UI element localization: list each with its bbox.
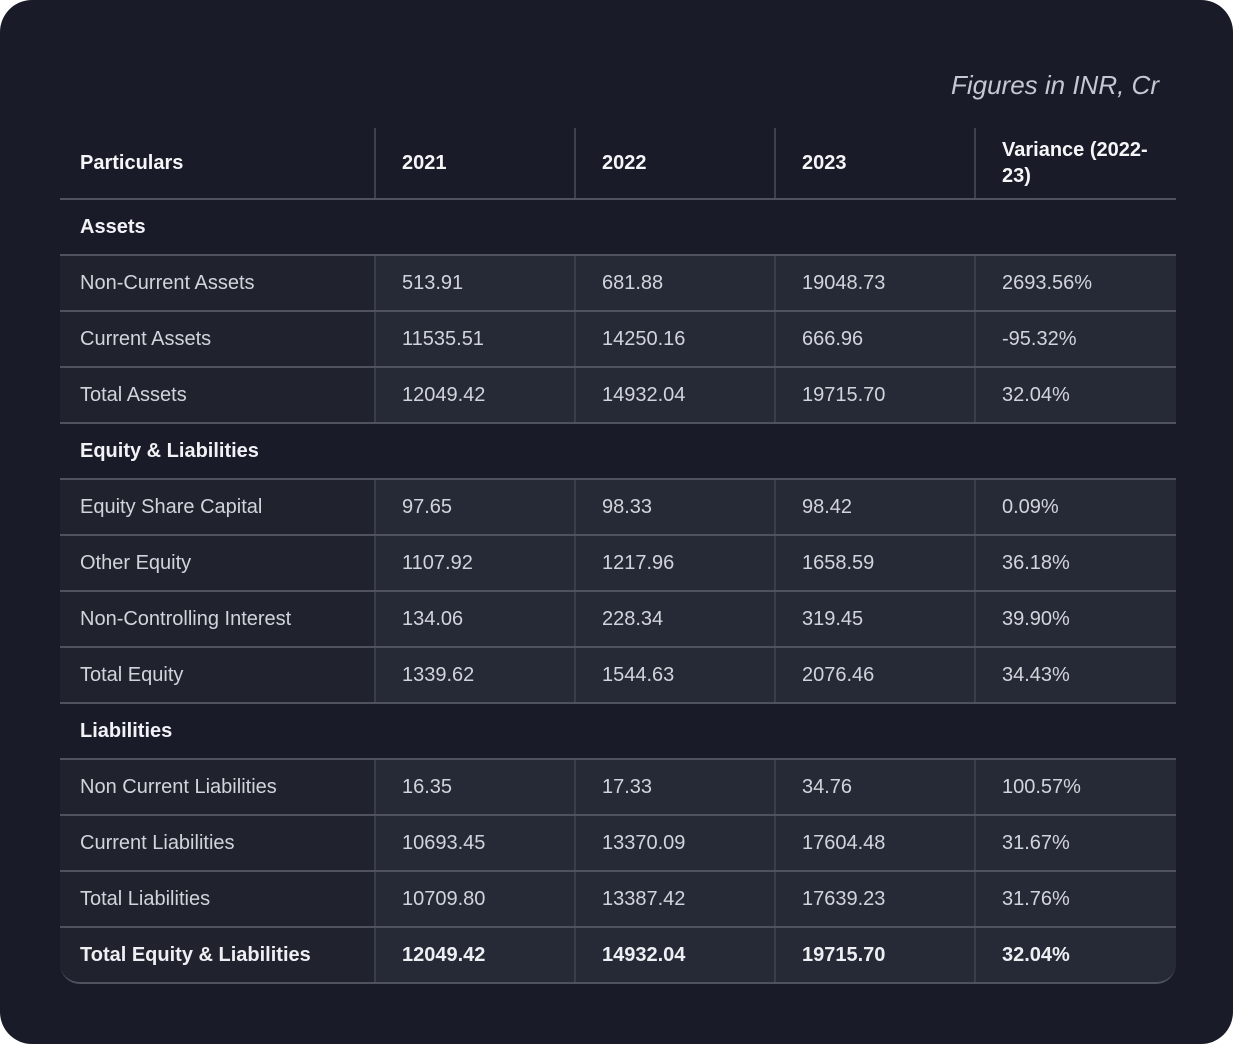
column-header: 2021 [374, 128, 574, 198]
section-header-row: Liabilities [60, 702, 1176, 758]
value-cell: -95.32% [974, 312, 1176, 366]
value-cell: 2693.56% [974, 256, 1176, 310]
row-label-cell: Total Liabilities [60, 872, 374, 926]
table-row [60, 534, 1176, 590]
value-cell: 14932.04 [574, 928, 774, 982]
table-row [60, 814, 1176, 870]
table-body [60, 198, 1176, 982]
value-cell: 34.43% [974, 648, 1176, 702]
column-header: Particulars [80, 152, 184, 174]
financial-table [60, 128, 1176, 984]
row-label-cell: Non-Current Assets [60, 256, 374, 310]
table-row [60, 590, 1176, 646]
value-cell: 12049.42 [374, 368, 574, 422]
value-cell: 97.65 [374, 480, 574, 534]
value-cell: 14932.04 [574, 368, 774, 422]
table-row [60, 366, 1176, 422]
section-header-row: Equity & Liabilities [60, 422, 1176, 478]
column-header: 2022 [574, 128, 774, 198]
row-label-cell: Total Equity [60, 648, 374, 702]
row-label-cell: Equity Share Capital [60, 480, 374, 534]
table-row [60, 926, 1176, 982]
row-label-cell: Total Assets [60, 368, 374, 422]
units-note: Figures in INR, Cr [950, 70, 1159, 100]
value-cell: 666.96 [774, 312, 974, 366]
value-cell: 681.88 [574, 256, 774, 310]
value-cell: 1107.92 [374, 536, 574, 590]
value-cell: 32.04% [974, 368, 1176, 422]
value-cell: 100.57% [974, 760, 1176, 814]
value-cell: 36.18% [974, 536, 1176, 590]
row-label-cell: Non-Controlling Interest [60, 592, 374, 646]
value-cell: 0.09% [974, 480, 1176, 534]
table-row [60, 478, 1176, 534]
row-label-cell: Current Assets [60, 312, 374, 366]
table-row [60, 646, 1176, 702]
value-cell: 98.42 [774, 480, 974, 534]
column-header: Variance (2022-23) [974, 128, 1176, 198]
value-cell: 39.90% [974, 592, 1176, 646]
value-cell: 17604.48 [774, 816, 974, 870]
value-cell: 12049.42 [374, 928, 574, 982]
table-row [60, 254, 1176, 310]
row-label-cell: Current Liabilities [60, 816, 374, 870]
column-header: 2023 [774, 128, 974, 198]
value-cell: 14250.16 [574, 312, 774, 366]
value-cell: 2076.46 [774, 648, 974, 702]
value-cell: 19048.73 [774, 256, 974, 310]
value-cell: 1544.63 [574, 648, 774, 702]
value-cell: 34.76 [774, 760, 974, 814]
row-label-cell: Other Equity [60, 536, 374, 590]
value-cell: 134.06 [374, 592, 574, 646]
section-header-row: Assets [60, 198, 1176, 254]
row-label-cell: Non Current Liabilities [60, 760, 374, 814]
value-cell: 19715.70 [774, 928, 974, 982]
value-cell: 17639.23 [774, 872, 974, 926]
value-cell: 17.33 [574, 760, 774, 814]
table-row [60, 310, 1176, 366]
value-cell: 228.34 [574, 592, 774, 646]
value-cell: 10709.80 [374, 872, 574, 926]
value-cell: 513.91 [374, 256, 574, 310]
value-cell: 10693.45 [374, 816, 574, 870]
value-cell: 1217.96 [574, 536, 774, 590]
value-cell: 1658.59 [774, 536, 974, 590]
value-cell: 11535.51 [374, 312, 574, 366]
value-cell: 16.35 [374, 760, 574, 814]
value-cell: 19715.70 [774, 368, 974, 422]
table-row [60, 870, 1176, 926]
value-cell: 1339.62 [374, 648, 574, 702]
value-cell: 319.45 [774, 592, 974, 646]
value-cell: 31.76% [974, 872, 1176, 926]
table-row [60, 758, 1176, 814]
value-cell: 13370.09 [574, 816, 774, 870]
value-cell: 31.67% [974, 816, 1176, 870]
value-cell: 13387.42 [574, 872, 774, 926]
value-cell: 32.04% [974, 928, 1176, 982]
table-header-row [60, 128, 1176, 198]
row-label-cell: Total Equity & Liabilities [60, 928, 374, 982]
value-cell: 98.33 [574, 480, 774, 534]
